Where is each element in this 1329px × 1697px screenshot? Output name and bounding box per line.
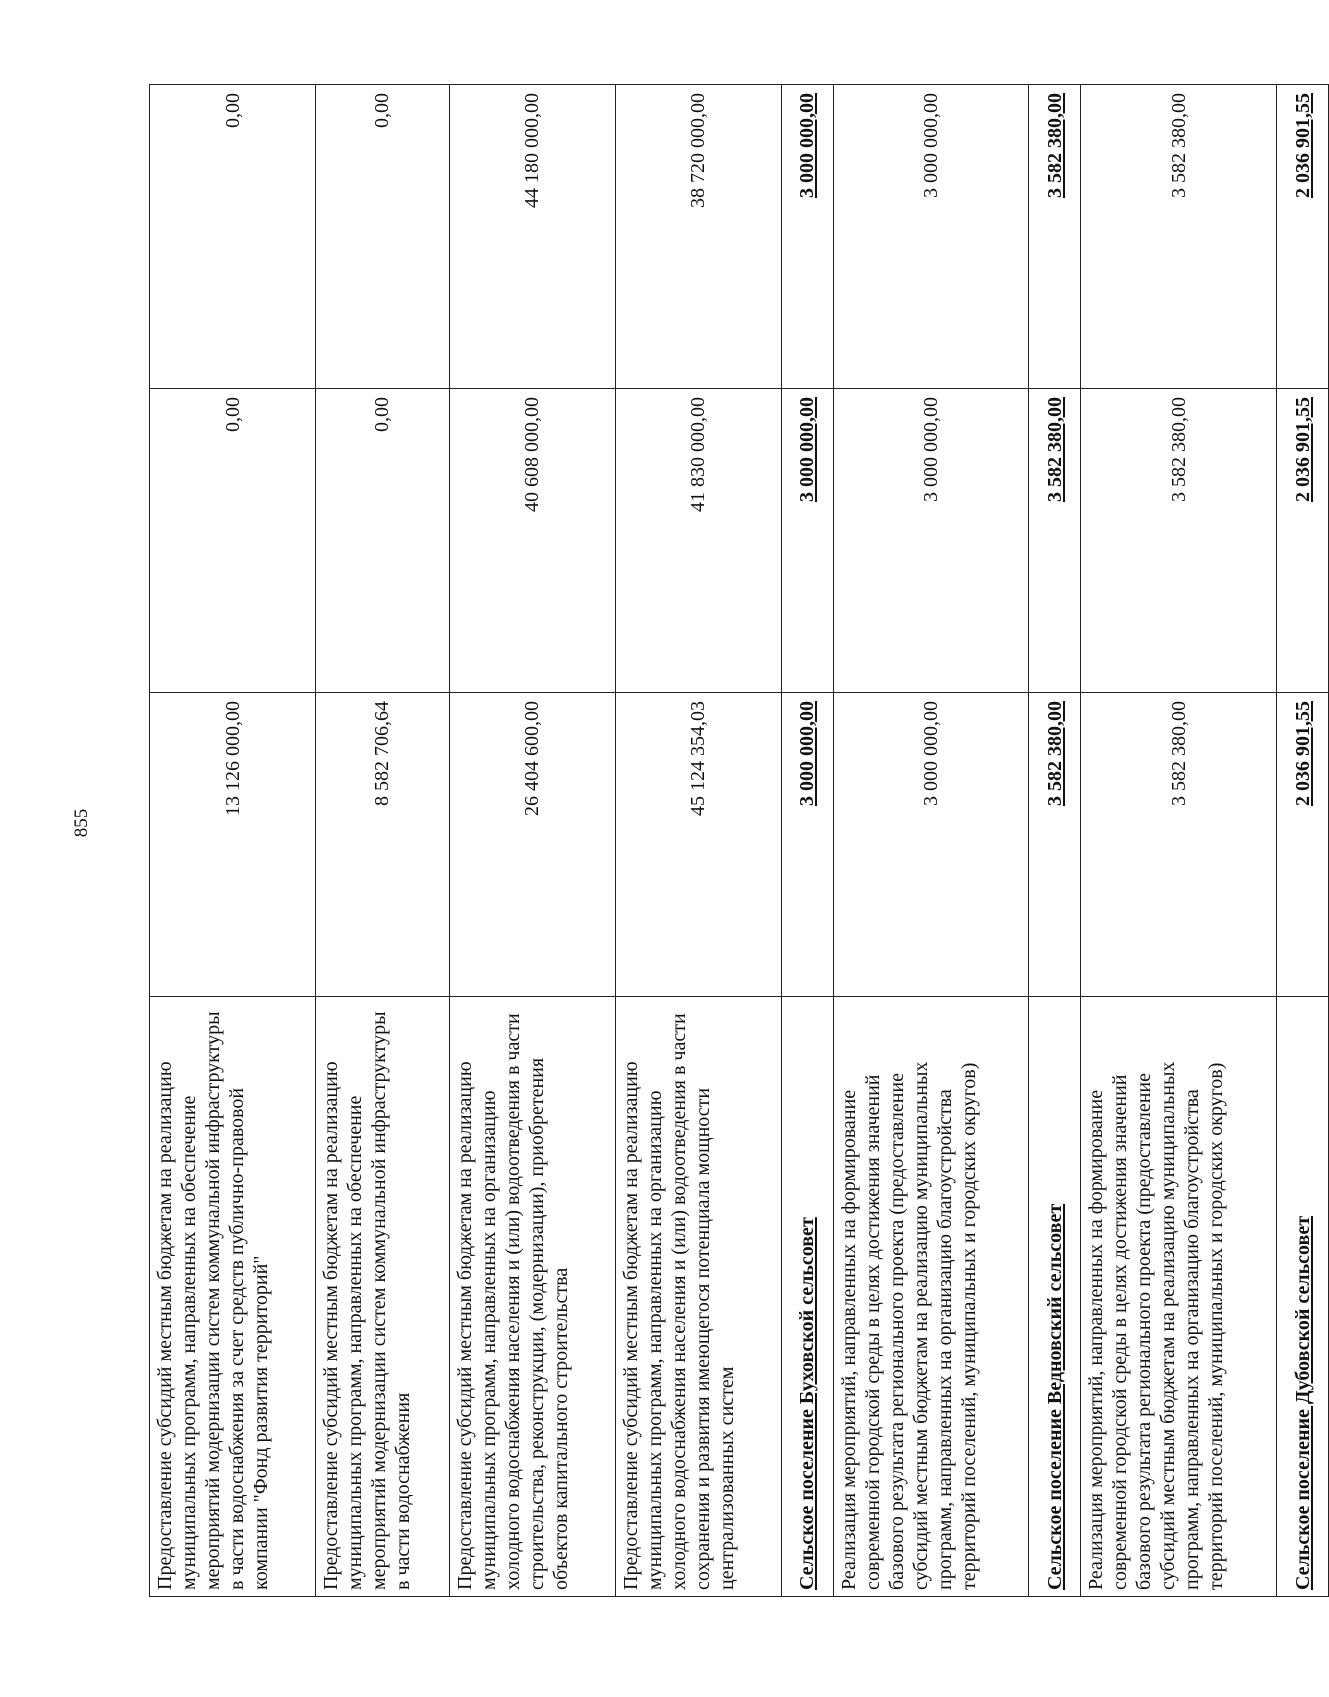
row-description: Реализация мероприятий, направленных на формирование современной городской среды в целях достижения значений базового результата регионального проекта (предоставление субсидий местным бюджетам на реализацию муниципальных программ, направленных на организацию благоустройства территорий поселений, муниципальных и городских округов) [1081,997,1277,1597]
amount-year-1: 3 000 000,00 [781,693,833,997]
amount-year-1: 26 404 600,00 [449,693,615,997]
budget-table [149,84,1329,1597]
amount-year-2: 0,00 [316,389,450,693]
settlement-name: Сельское поселение Дубовской сельсовет [1277,997,1329,1597]
amount-year-3: 3 582 380,00 [1081,85,1277,389]
table-row [150,85,316,1597]
settlement-total-row [1277,85,1329,1597]
rotated-table-container [149,85,1329,1597]
amount-year-2: 3 582 380,00 [1081,389,1277,693]
settlement-total-row [781,85,833,1597]
amount-year-3: 3 582 380,00 [1029,85,1081,389]
table-row [833,85,1029,1597]
amount-year-2: 2 036 901,55 [1277,389,1329,693]
row-description: Предоставление субсидий местным бюджетам на реализацию муниципальных программ, направленных на организацию холодного водоснабжения населения и (или) водоотведения в части строительства, реконструкции, (модернизации), приобретения объектов капитального строительства [449,997,615,1597]
amount-year-2: 3 000 000,00 [781,389,833,693]
row-description: Предоставление субсидий местным бюджетам на реализацию муниципальных программ, направленных на организацию холодного водоснабжения населения и (или) водоотведения в части сохранения и развития имеющегося потенциала мощности централизованных систем [615,997,781,1597]
table-row [316,85,450,1597]
page-number: 855 [71,808,92,838]
table-row [449,85,615,1597]
amount-year-2: 3 582 380,00 [1029,389,1081,693]
amount-year-2: 41 830 000,00 [615,389,781,693]
table-row [1081,85,1277,1597]
settlement-total-row [1029,85,1081,1597]
amount-year-2: 40 608 000,00 [449,389,615,693]
amount-year-1: 8 582 706,64 [316,693,450,997]
settlement-name: Сельское поселение Буховской сельсовет [781,997,833,1597]
amount-year-1: 3 582 380,00 [1029,693,1081,997]
amount-year-1: 3 582 380,00 [1081,693,1277,997]
amount-year-3: 2 036 901,55 [1277,85,1329,389]
amount-year-1: 13 126 000,00 [150,693,316,997]
amount-year-2: 3 000 000,00 [833,389,1029,693]
amount-year-1: 3 000 000,00 [833,693,1029,997]
budget-table-body [150,85,1329,1597]
row-description: Реализация мероприятий, направленных на формирование современной городской среды в целях достижения значений базового результата регионального проекта (предоставление субсидий местным бюджетам на реализацию муниципальных программ, направленных на организацию благоустройства территорий поселений, муниципальных и городских округов) [833,997,1029,1597]
row-description: Предоставление субсидий местным бюджетам на реализацию муниципальных программ, направленных на обеспечение мероприятий модернизации систем коммунальной инфраструктуры в части водоснабжения [316,997,450,1597]
amount-year-3: 0,00 [316,85,450,389]
amount-year-3: 3 000 000,00 [781,85,833,389]
amount-year-1: 2 036 901,55 [1277,693,1329,997]
settlement-name: Сельское поселение Ведновский сельсовет [1029,997,1081,1597]
amount-year-3: 38 720 000,00 [615,85,781,389]
amount-year-3: 0,00 [150,85,316,389]
amount-year-3: 3 000 000,00 [833,85,1029,389]
amount-year-1: 45 124 354,03 [615,693,781,997]
amount-year-3: 44 180 000,00 [449,85,615,389]
table-row [615,85,781,1597]
row-description: Предоставление субсидий местным бюджетам на реализацию муниципальных программ, направленных на обеспечение мероприятий модернизации систем коммунальной инфраструктуры в части водоснабжения за счет средств публично-правовой компании "Фонд развития территорий" [150,997,316,1597]
amount-year-2: 0,00 [150,389,316,693]
